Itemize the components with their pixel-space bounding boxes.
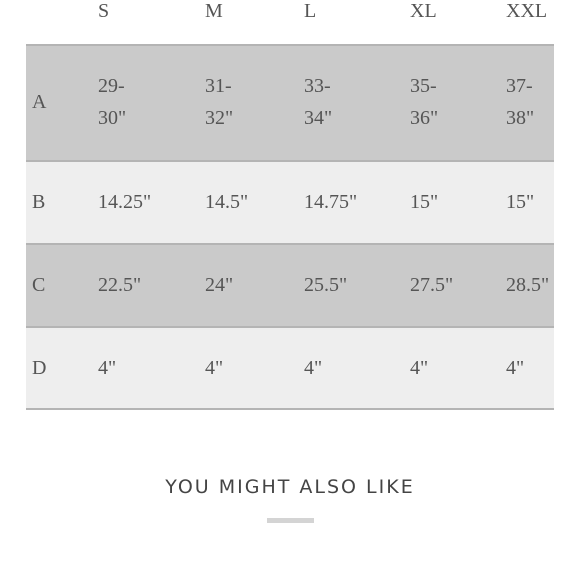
size-chart-header-row [26,0,554,44]
table-cell: 4" [506,357,525,379]
table-row [26,326,554,410]
table-cell: 33- 34" [304,75,333,129]
table-cell: 4" [98,357,117,379]
measurement-label-b: B [32,191,46,213]
table-cell: 14.5" [205,191,249,213]
recommendations-heading: YOU MIGHT ALSO LIKE [165,476,415,498]
table-cell: 29- 30" [98,75,127,129]
measurement-label-a: A [32,91,47,113]
size-header-s: S [98,0,110,22]
table-cell: 15" [506,191,535,213]
size-header-xl: XL [410,0,437,22]
table-cell: 15" [410,191,439,213]
table-row [26,44,554,160]
size-chart-table [26,0,554,410]
table-cell: 24" [205,274,234,296]
size-header-l: L [304,0,317,22]
table-cell: 14.25" [98,191,152,213]
table-cell: 22.5" [98,274,142,296]
measurement-label-d: D [32,357,47,379]
table-cell: 37- 38" [506,75,535,129]
table-cell: 4" [205,357,224,379]
table-cell: 4" [410,357,429,379]
table-cell: 4" [304,357,323,379]
table-cell: 31- 32" [205,75,234,129]
table-cell: 27.5" [410,274,454,296]
table-cell: 28.5" [506,274,550,296]
measurement-label-c: C [32,274,46,296]
heading-underline [267,518,314,523]
table-row [26,160,554,243]
table-cell: 14.75" [304,191,358,213]
table-row [26,243,554,326]
size-header-m: M [205,0,223,22]
table-cell: 25.5" [304,274,348,296]
table-cell: 35- 36" [410,75,439,129]
size-header-xxl: XXL [506,0,548,22]
